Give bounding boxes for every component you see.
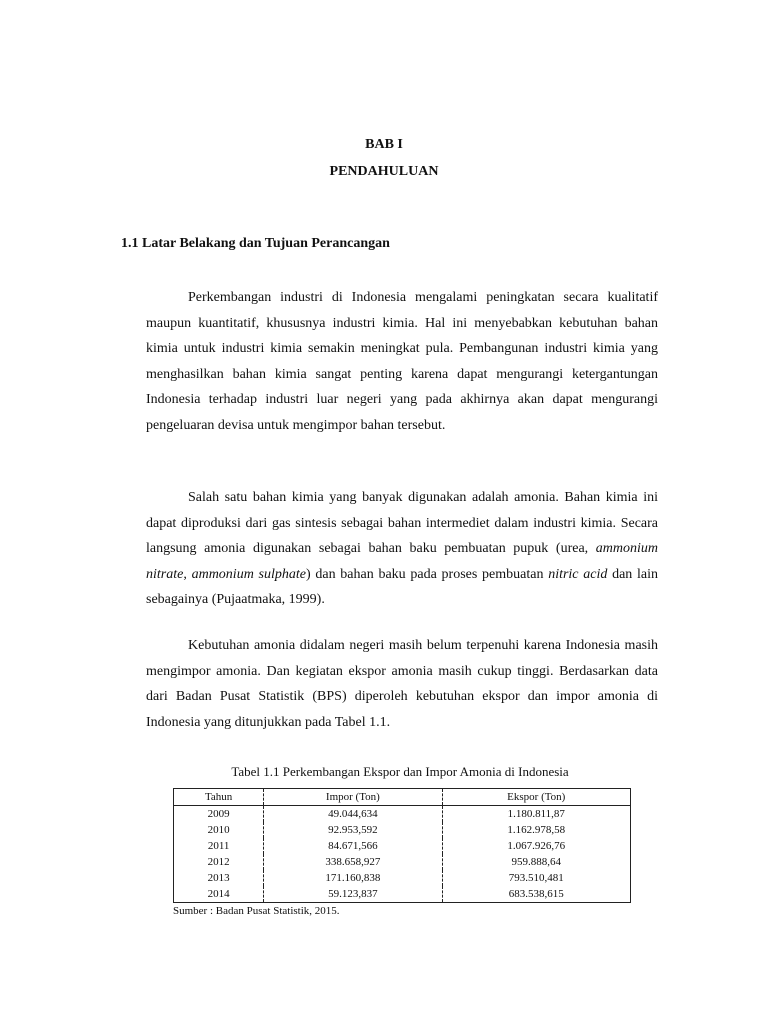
cell-import: 59.123,837 [264,886,442,903]
term-nitric-acid: nitric acid [548,566,608,582]
paragraph-3: Kebutuhan amonia didalam negeri masih belum terpenuhi karena Indonesia masih mengimpor amonia. Dan kegiatan ekspor amonia masih cukup tinggi. Berdasarkan data dari Badan Pusat Statistik (BPS) diperoleh kebutuhan ekspor dan impor amonia di Indonesia yang ditunjukkan pada Tabel 1.1. [146,638,658,730]
cell-export: 1.067.926,76 [442,838,630,854]
table-row [174,822,631,838]
section-title: 1.1 Latar Belakang dan Tujuan Perancangan [121,236,390,251]
header-import: Impor (Ton) [264,789,442,806]
table-source: Sumber : Badan Pusat Statistik, 2015. [173,905,340,917]
header-year: Tahun [174,789,264,806]
table-row [174,806,631,823]
table-row [174,854,631,870]
cell-import: 49.044,634 [264,806,442,823]
table-row [174,886,631,903]
table-header-row [174,789,631,806]
paragraph-2-text-d: dan lain sebagainya (Pujaatmaka, 1999). [146,566,659,608]
cell-export: 793.510,481 [442,870,630,886]
cell-year: 2014 [207,888,230,900]
paragraph-1: Perkembangan industri di Indonesia mengalami peningkatan secara kualitatif maupun kuantitatif, khususnya industri kimia. Hal ini menyebabkan kebutuhan bahan kimia untuk industri kimia semakin meningkat pula. Pembangunan industri kimia yang menghasilkan bahan kimia sangat penting karena dapat mengurangi ketergantungan Indonesia terhadap industri luar negeri yang pada akhirnya akan dapat mengurangi pengeluaran devisa untuk mengimpor bahan tersebut. [146,290,658,433]
cell-year: 2010 [207,824,230,836]
cell-year: 2013 [207,872,230,884]
paragraph-2-text-c: ) dan bahan baku pada proses pembuatan [305,566,549,582]
cell-export: 959.888,64 [442,854,630,870]
import-export-table [173,788,631,903]
table-caption: Tabel 1.1 Perkembangan Ekspor dan Impor Amonia di Indonesia [231,764,569,779]
cell-year: 2009 [207,808,230,820]
term-ammonium-sulphate: ammonium sulphate [191,566,306,582]
cell-import: 171.160,838 [264,870,442,886]
cell-import: 92.953,592 [264,822,442,838]
chapter-title: PENDAHULUAN [329,164,439,179]
table-row [174,838,631,854]
header-export: Ekspor (Ton) [442,789,630,806]
paragraph-2-text-b: , [183,566,192,582]
paragraph-2-text-a: Salah satu bahan kimia yang banyak digunakan adalah amonia. Bahan kimia ini dapat diproduksi dari gas sintesis sebagai bahan intermediet dalam industri kimia. Secara langsung amonia digunakan sebagai bahan baku pembuatan pupuk (urea, [146,490,658,557]
cell-export: 683.538,615 [442,886,630,903]
paragraph-2 [146,485,658,613]
table-row [174,870,631,886]
cell-year: 2012 [207,856,230,868]
cell-export: 1.180.811,87 [442,806,630,823]
cell-export: 1.162.978,58 [442,822,630,838]
chapter-number: BAB I [365,137,403,152]
cell-year: 2011 [207,840,230,852]
cell-import: 338.658,927 [264,854,442,870]
cell-import: 84.671,566 [264,838,442,854]
term-ammonium-nitrate: ammonium nitrate [146,541,658,582]
